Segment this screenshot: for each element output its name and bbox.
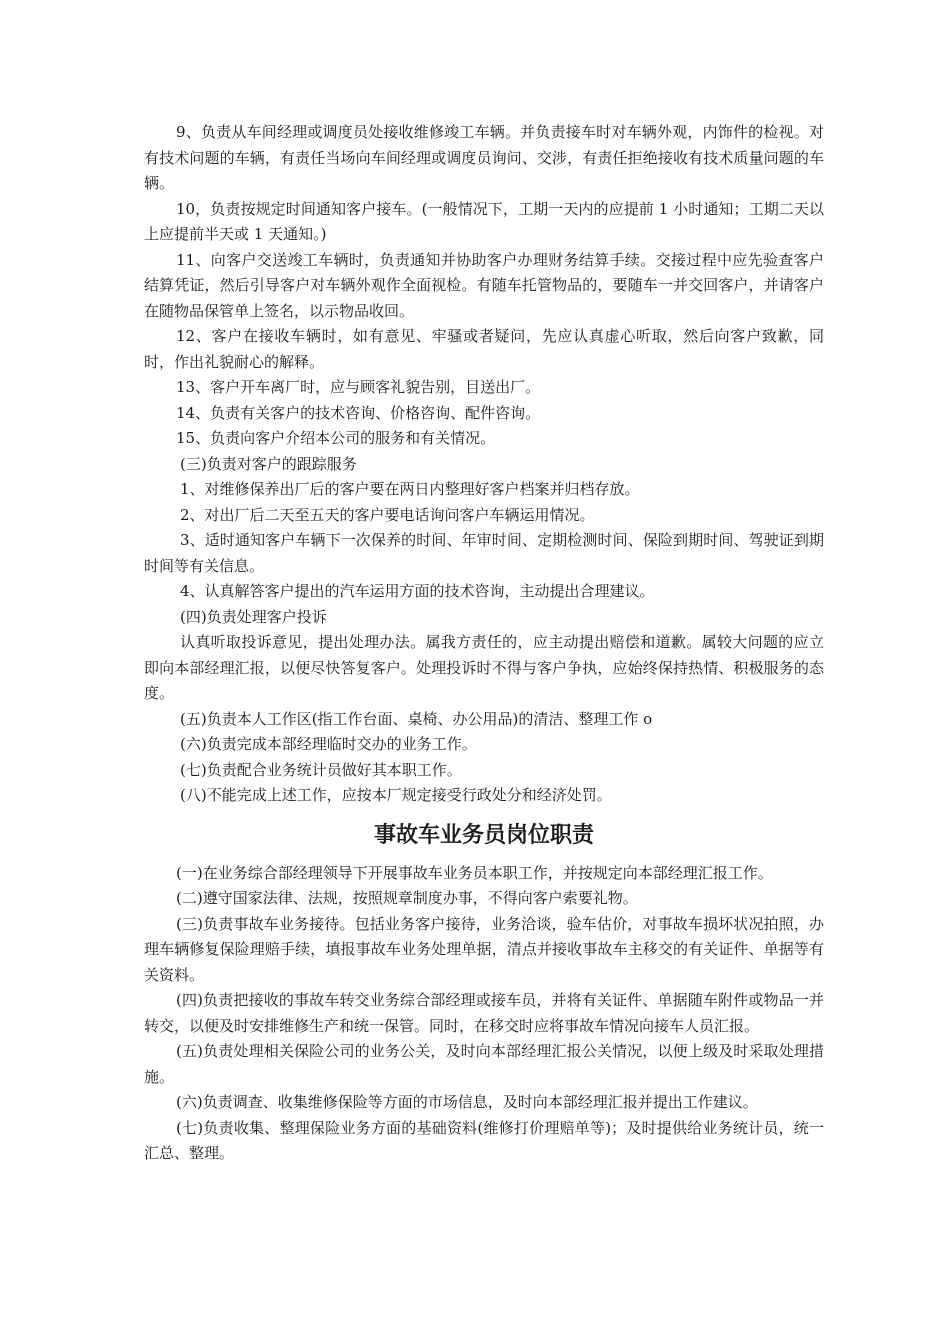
- paragraph-item-13: 13、客户开车离厂时，应与顾客礼貌告别，目送出厂。: [176, 378, 541, 396]
- paragraph-followup-4: 4、认真解答客户提出的汽车运用方面的技术咨询，主动提出合理建议。: [180, 582, 655, 600]
- paragraph-accident-1: (一)在业务综合部经理领导下开展事故车业务员本职工作，并按规定向本部经理汇报工作。: [176, 863, 773, 882]
- paragraph-duty-7: (七)负责配合业务统计员做好其本职工作。: [180, 760, 462, 779]
- paragraph-duty-8: (八)不能完成上述工作，应按本厂规定接受行政处分和经济处罚。: [180, 786, 612, 804]
- paragraph-item-10: 10，负责按规定时间通知客户接车。(一般情况下，工期一天内的应提前 1 小时通知；工期二天以上应提前半天或 1 天通知。): [144, 199, 824, 243]
- paragraph-item-14: 14、负责有关客户的技术咨询、价格咨询、配件咨询。: [176, 403, 541, 422]
- paragraph-followup-1: 1、对维修保养出厂后的客户要在两日内整理好客户档案并归档存放。: [180, 480, 640, 498]
- paragraph-accident-7: (七)负责收集、整理保险业务方面的基础资料(维修打价理赔单等)；及时提供给业务统计员，统一汇总、整理。: [144, 1118, 824, 1162]
- subheading-complaints: (四)负责处理客户投诉: [180, 607, 327, 626]
- paragraph-duty-5: (五)负责本人工作区(指工作台面、桌椅、办公用品)的清洁、整理工作 o: [180, 709, 653, 728]
- paragraph-accident-5: (五)负责处理相关保险公司的业务公关，及时向本部经理汇报公关情况，以便上级及时采取处理措施。: [144, 1042, 824, 1086]
- subheading-followup-service: (三)负责对客户的跟踪服务: [180, 454, 357, 473]
- paragraph-complaints: 认真听取投诉意见，提出处理办法。属我方责任的，应主动提出赔偿和道歉。属较大问题的应立即向本部经理汇报，以便尽快答复客户。处理投诉时不得与客户争执，应始终保持热情、积极服务的态度。: [144, 633, 824, 702]
- paragraph-followup-2: 2、对出厂后二天至五天的客户要电话询问客户车辆运用情况。: [180, 505, 595, 524]
- paragraph-item-12: 12、客户在接收车辆时，如有意见、牢骚或者疑问，先应认真虚心听取，然后向客户致歉，同时，作出礼貌耐心的解释。: [144, 327, 824, 371]
- paragraph-item-11: 11、向客户交送竣工车辆时，负责通知并协助客户办理财务结算手续。交接过程中应先验查客户结算凭证，然后引导客户对车辆外观作全面视检。有随车托管物品的，要随车一并交回客户，并请客户在随物品保管单上签名，以示物品收回。: [144, 250, 824, 320]
- paragraph-accident-4: (四)负责把接收的事故车转交业务综合部经理或接车员，并将有关证件、单据随车附件或物品一并转交，以便及时安排维修生产和统一保管。同时，在移交时应将事故车情况向接车人员汇报。: [144, 991, 824, 1035]
- paragraph-item-15: 15、负责向客户介绍本公司的服务和有关情况。: [176, 429, 496, 447]
- paragraph-accident-6: (六)负责调查、收集维修保险等方面的市场信息，及时向本部经理汇报并提出工作建议。: [176, 1093, 758, 1111]
- paragraph-followup-3: 3、适时通知客户车辆下一次保养的时间、年审时间、定期检测时间、保险到期时间、驾驶证到期时间等有关信息。: [144, 531, 824, 575]
- section-title: 事故车业务员岗位职责: [373, 822, 594, 848]
- document-body: [144, 120, 824, 1167]
- paragraph-duty-6: (六)负责完成本部经理临时交办的业务工作。: [180, 735, 477, 753]
- paragraph-accident-2: (二)遵守国家法律、法规，按照规章制度办事，不得向客户索要礼物。: [176, 889, 638, 907]
- paragraph-accident-3: (三)负责事故车业务接待。包括业务客户接待，业务洽谈，验车估价，对事故车损坏状况拍照，办理车辆修复保险理赔手续，填报事故车业务处理单据，清点并接收事故车主移交的有关证件、单据等有关资料。: [144, 914, 824, 984]
- paragraph-item-9: 9、负责从车间经理或调度员处接收维修竣工车辆。并负责接车时对车辆外观，内饰件的检视。对有技术问题的车辆，有责任当场向车间经理或调度员询问、交涉，有责任拒绝接收有技术质量问题的车辆。: [144, 123, 824, 192]
